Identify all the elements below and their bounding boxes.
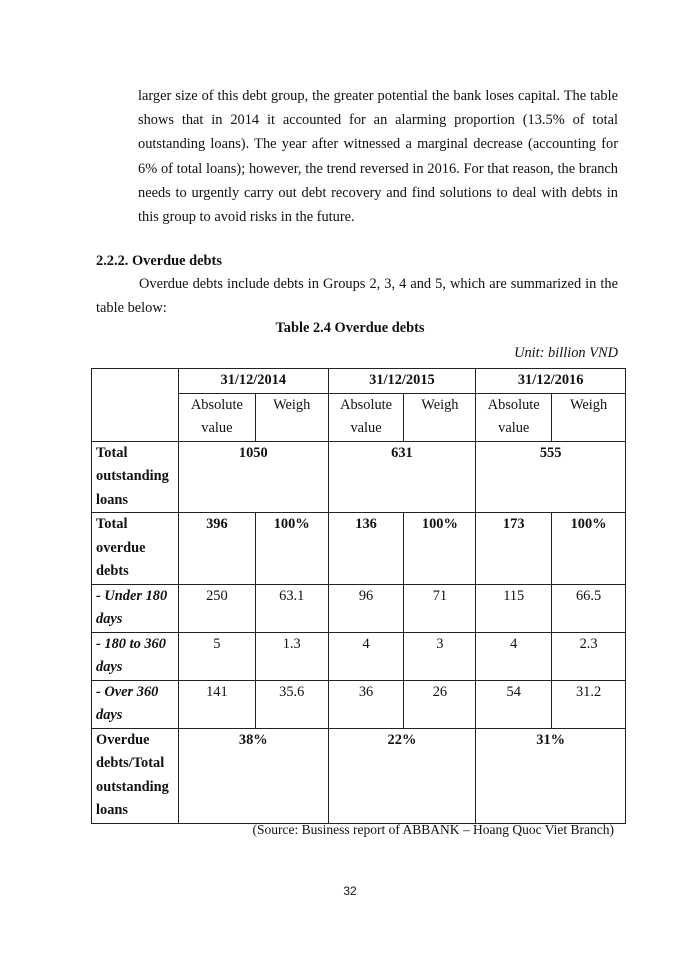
table-cell: 54 xyxy=(476,680,552,728)
table-cell: 26 xyxy=(404,680,476,728)
table-cell: 4 xyxy=(476,632,552,680)
weight-header: Weigh xyxy=(552,393,626,441)
table-header-row-years xyxy=(92,369,626,394)
table-cell: 4 xyxy=(328,632,404,680)
table-row xyxy=(92,680,626,728)
table-row xyxy=(92,632,626,680)
merged-cell: 31% xyxy=(476,728,626,823)
table-cell: 396 xyxy=(178,513,255,585)
page-number: 32 xyxy=(343,884,357,898)
overdue-debts-table xyxy=(91,368,626,824)
table-cell: 100% xyxy=(552,513,626,585)
table-cell: 3 xyxy=(404,632,476,680)
table-cell: 250 xyxy=(178,584,255,632)
table-cell: 36 xyxy=(328,680,404,728)
section-heading: 2.2.2. Overdue debts xyxy=(96,253,222,269)
table-row xyxy=(92,728,626,823)
table-cell: 173 xyxy=(476,513,552,585)
absolute-value-header: Absolute value xyxy=(328,393,404,441)
table-cell: 115 xyxy=(476,584,552,632)
row-label: - Under 180 days xyxy=(92,584,179,632)
year-header-2015: 31/12/2015 xyxy=(328,369,476,394)
row-label: Total overdue debts xyxy=(92,513,179,585)
table-cell: 5 xyxy=(178,632,255,680)
section-paragraph: Overdue debts include debts in Groups 2, 3, 4 and 5, which are summarized in the table below: xyxy=(96,276,618,316)
year-header-2014: 31/12/2014 xyxy=(178,369,328,394)
weight-header: Weigh xyxy=(404,393,476,441)
table-cell: 31.2 xyxy=(552,680,626,728)
table-row xyxy=(92,513,626,585)
absolute-value-header: Absolute value xyxy=(178,393,255,441)
table-cell: 100% xyxy=(404,513,476,585)
merged-cell: 631 xyxy=(328,441,476,513)
table-cell: 63.1 xyxy=(255,584,328,632)
table-row xyxy=(92,441,626,513)
row-label: Total outstanding loans xyxy=(92,441,179,513)
row-label: Overdue debts/Total outstanding loans xyxy=(92,728,179,823)
merged-cell: 22% xyxy=(328,728,476,823)
table-cell: 136 xyxy=(328,513,404,585)
merged-cell: 555 xyxy=(476,441,626,513)
table-cell: 1.3 xyxy=(255,632,328,680)
intro-paragraph: larger size of this debt group, the greater potential the bank loses capital. The table shows that in 2014 it accounted for an alarming proportion (13.5% of total outstanding loans). The year after witnessed a marginal decrease (accounting for 6% of total loans); however, the trend reversed in 2016. For that reason, the branch needs to urgently carry out debt recovery and find solutions to deal with debts in this group to avoid risks in the future. xyxy=(138,88,618,226)
row-label: - 180 to 360 days xyxy=(92,632,179,680)
weight-header: Weigh xyxy=(255,393,328,441)
table-row xyxy=(92,584,626,632)
table-cell: 2.3 xyxy=(552,632,626,680)
table-caption: Table 2.4 Overdue debts xyxy=(275,320,425,336)
absolute-value-header: Absolute value xyxy=(476,393,552,441)
table-cell: 96 xyxy=(328,584,404,632)
table-cell: 71 xyxy=(404,584,476,632)
merged-cell: 1050 xyxy=(178,441,328,513)
table-cell: 100% xyxy=(255,513,328,585)
table-cell: 35.6 xyxy=(255,680,328,728)
merged-cell: 38% xyxy=(178,728,328,823)
year-header-2016: 31/12/2016 xyxy=(476,369,626,394)
table-corner-cell xyxy=(92,369,179,442)
table-cell: 141 xyxy=(178,680,255,728)
table-cell: 66.5 xyxy=(552,584,626,632)
source-note: (Source: Business report of ABBANK – Hoang Quoc Viet Branch) xyxy=(252,822,614,837)
row-label: - Over 360 days xyxy=(92,680,179,728)
unit-note: Unit: billion VND xyxy=(514,345,618,361)
